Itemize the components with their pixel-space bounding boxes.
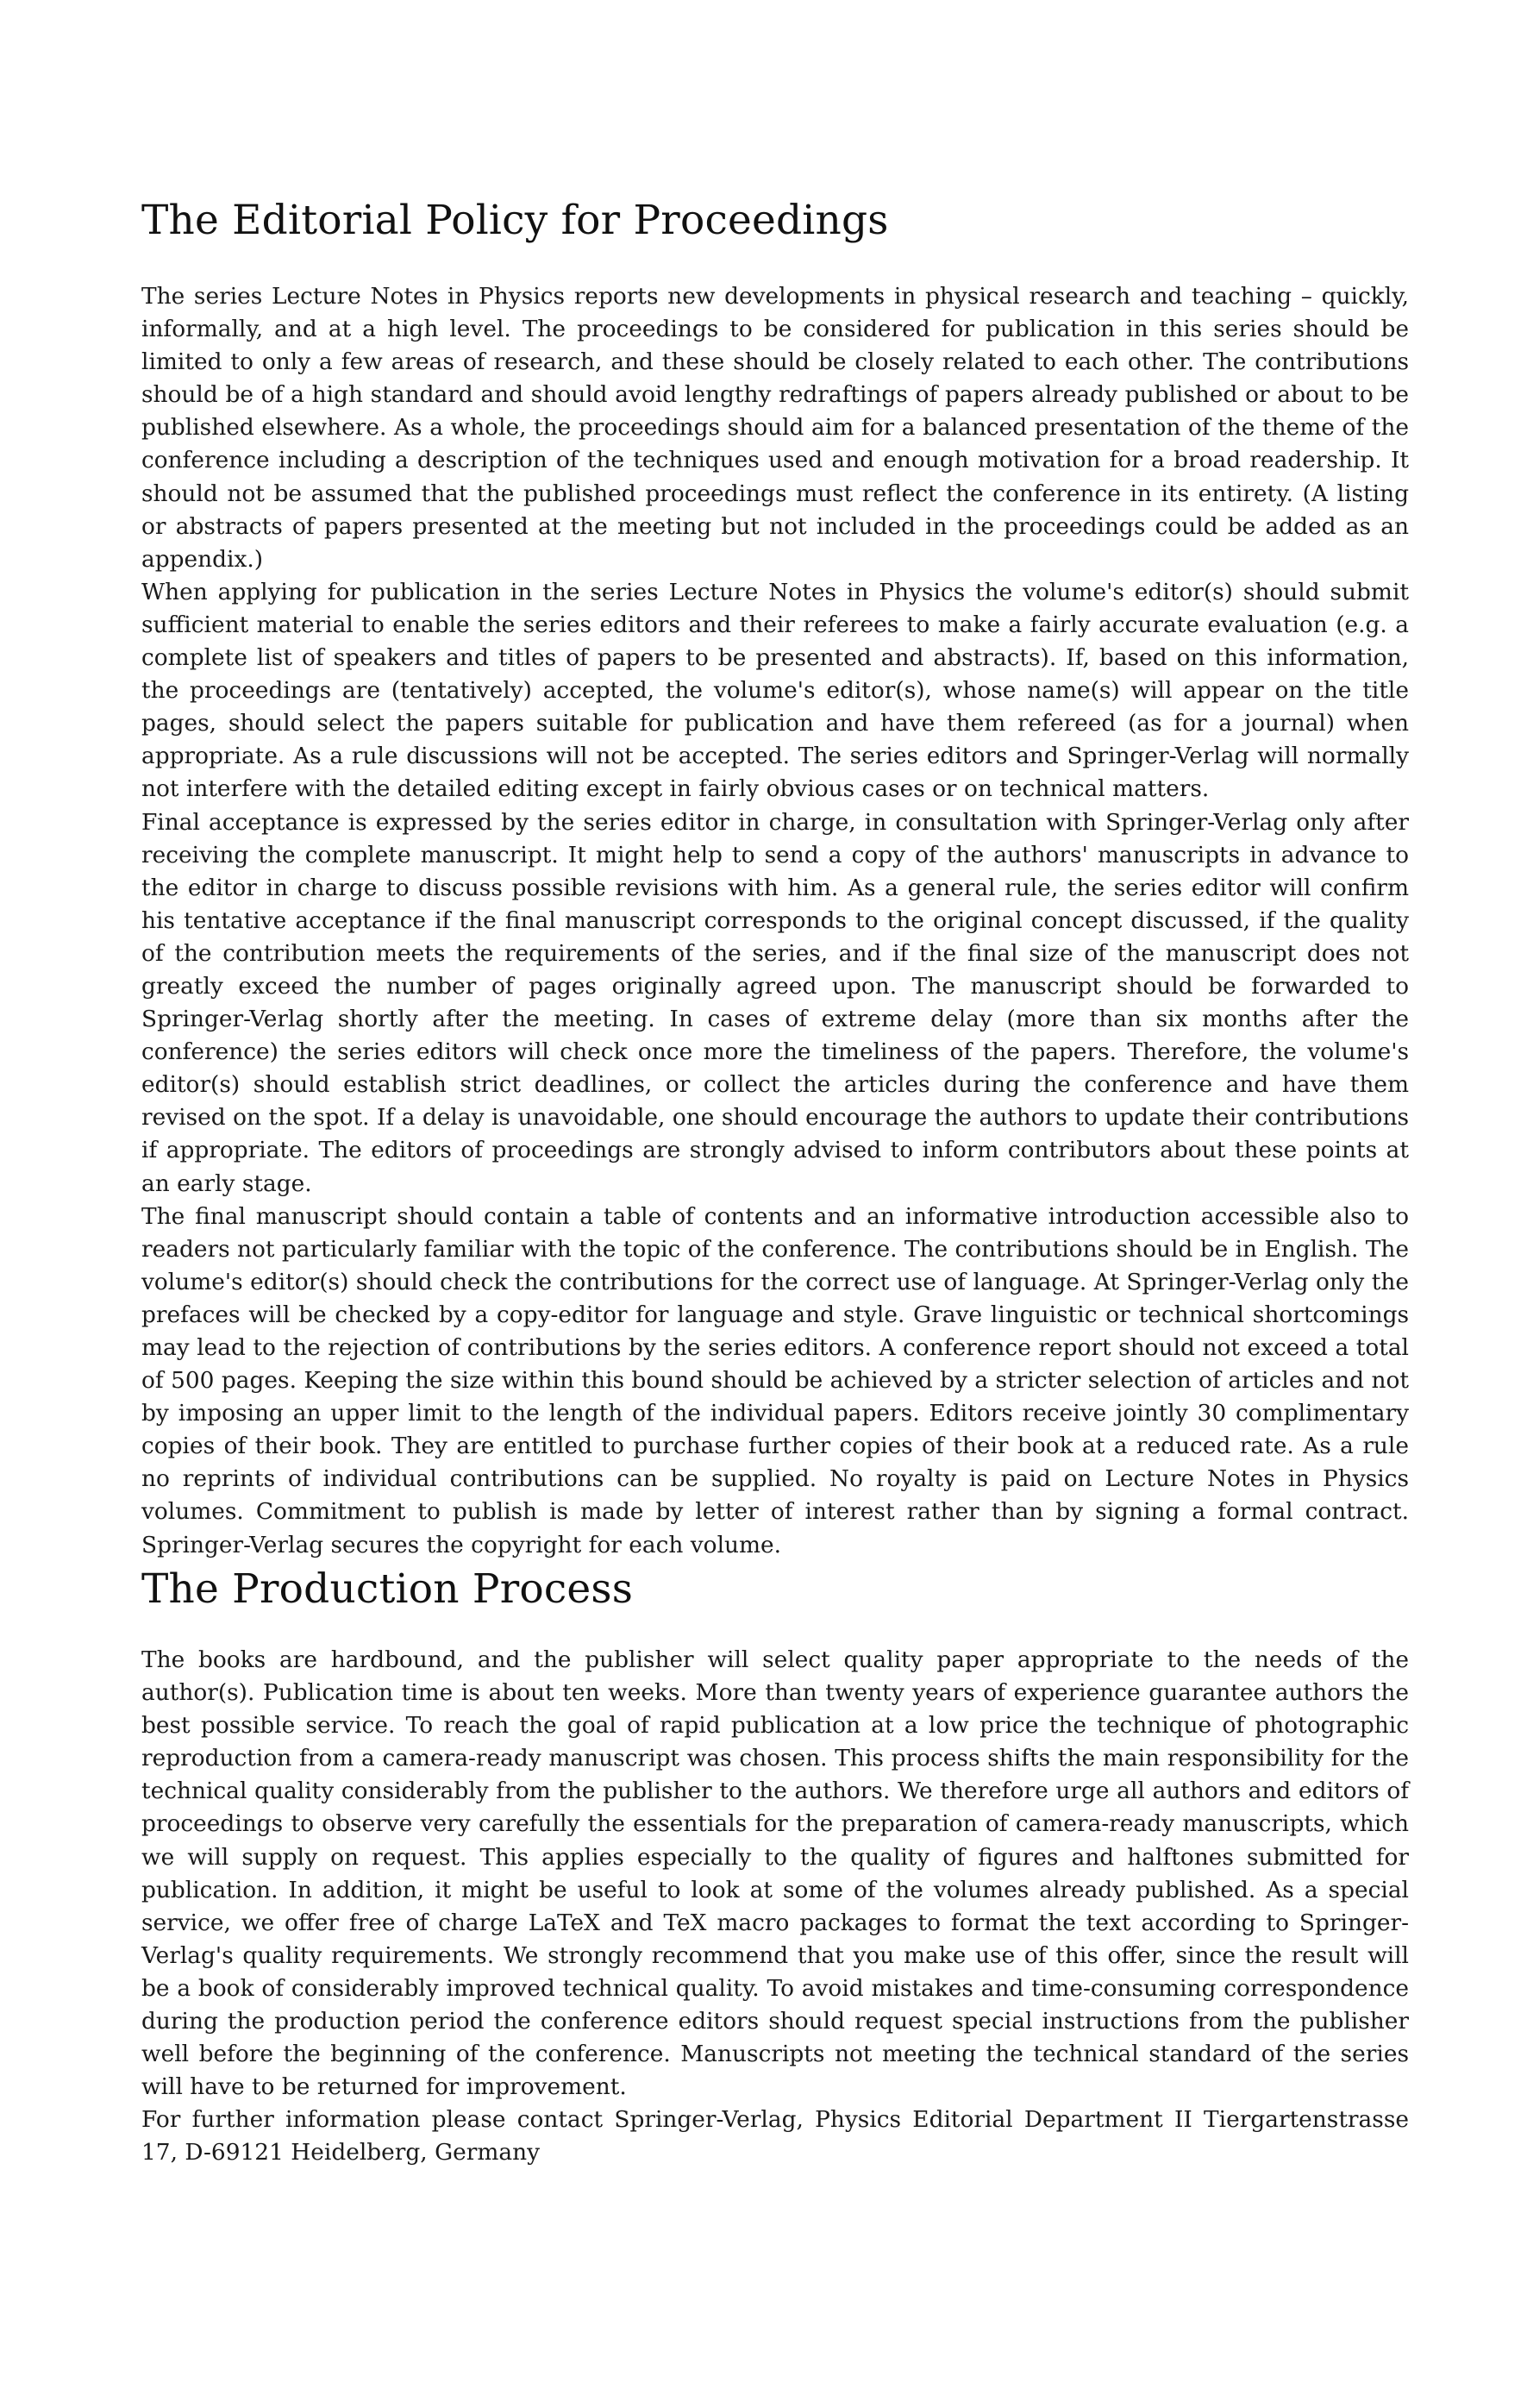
section-title-production-process: The Production Process [141,1565,634,1613]
paragraph: The books are hardbound, and the publisher will select quality paper appropriate to the needs of the author(s). Publication time is about ten weeks. More than twenty years of experience guarantee authors the best possible service. To reach the goal of rapid publication at a low price the technique of photographic reproduction from a camera-ready manuscript was chosen. This process shifts the main responsibility for the technical quality considerably from the publisher to the authors. We therefore urge all authors and editors of proceedings to observe very carefully the essentials for the preparation of camera-ready manuscripts, which we will supply on request. This applies especially to the quality of figures and halftones submitted for publication. In addition, it might be useful to look at some of the volumes already published. As a special service, we offer free of charge LaTeX and TeX macro packages to format the text according to Springer-Verlag's quality requirements. We strongly recommend that you make use of this offer, since the result will be a book of considerably improved technical quality. To avoid mistakes and time-consuming correspondence during the production period the conference editors should request special instructions from the publisher well before the beginning of the conference. Manuscripts not meeting the technical standard of the series will have to be returned for improvement. [141,1646,1409,2101]
contact-information: For further information please contact Springer-Verlag, Physics Editorial Department II Tiergartenstrasse 17, D-69121 Heidelberg, Germany [141,2106,1409,2167]
paragraph: Final acceptance is expressed by the series editor in charge, in consultation with Springer-Verlag only after receiving the complete manuscript. It might help to send a copy of the authors' manuscripts in advance to the editor in charge to discuss possible revisions with him. As a general rule, the series editor will confirm his tentative acceptance if the final manuscript corresponds to the original concept discussed, if the quality of the contribution meets the requirements of the series, and if the final size of the manuscript does not greatly exceed the number of pages originally agreed upon. The manuscript should be forwarded to Springer-Verlag shortly after the meeting. In cases of extreme delay (more than six months after the conference) the series editors will check once more the timeliness of the papers. Therefore, the volume's editor(s) should establish strict deadlines, or collect the articles during the conference and have them revised on the spot. If a delay is unavoidable, one should encourage the authors to update their contributions if appropriate. The editors of proceedings are strongly advised to inform contributors about these points at an early stage. [141,808,1409,1197]
section-body-production-process [141,1644,1409,2170]
section-title-editorial-policy: The Editorial Policy for Proceedings [141,197,889,244]
section-body-editorial-policy [141,280,1409,1562]
paragraph: When applying for publication in the series Lecture Notes in Physics the volume's editor(s) should submit sufficient material to enable the series editors and their referees to make a fairly accurate evaluation (e.g. a complete list of speakers and titles of papers to be presented and abstracts). If, based on this information, the proceedings are (tentatively) accepted, the volume's editor(s), whose name(s) will appear on the title pages, should select the papers suitable for publication and have them refereed (as for a journal) when appropriate. As a rule discussions will not be accepted. The series editors and Springer-Verlag will normally not interfere with the detailed editing except in fairly obvious cases or on technical matters. [141,578,1409,803]
paragraph: The series Lecture Notes in Physics reports new developments in physical research and teaching – quickly, informally, and at a high level. The proceedings to be considered for publication in this series should be limited to only a few areas of research, and these should be closely related to each other. The contributions should be of a high standard and should avoid lengthy redraftings of papers already published or about to be published elsewhere. As a whole, the proceedings should aim for a balanced presentation of the theme of the conference including a description of the techniques used and enough motivation for a broad readership. It should not be assumed that the published proceedings must reflect the conference in its entirety. (A listing or abstracts of papers presented at the meeting but not included in the proceedings could be added as an appendix.) [141,283,1409,573]
paragraph: The final manuscript should contain a table of contents and an informative introduction accessible also to readers not particularly familiar with the topic of the conference. The contributions should be in English. The volume's editor(s) should check the contributions for the correct use of language. At Springer-Verlag only the prefaces will be checked by a copy-editor for language and style. Grave linguistic or technical shortcomings may lead to the rejection of contributions by the series editors. A conference report should not exceed a total of 500 pages. Keeping the size within this bound should be achieved by a stricter selection of articles and not by imposing an upper limit to the length of the individual papers. Editors receive jointly 30 complimentary copies of their book. They are entitled to purchase further copies of their book at a reduced rate. As a rule no reprints of individual contributions can be supplied. No royalty is paid on Lecture Notes in Physics volumes. Commitment to publish is made by letter of interest rather than by signing a formal contract. Springer-Verlag secures the copyright for each volume. [141,1202,1409,1558]
